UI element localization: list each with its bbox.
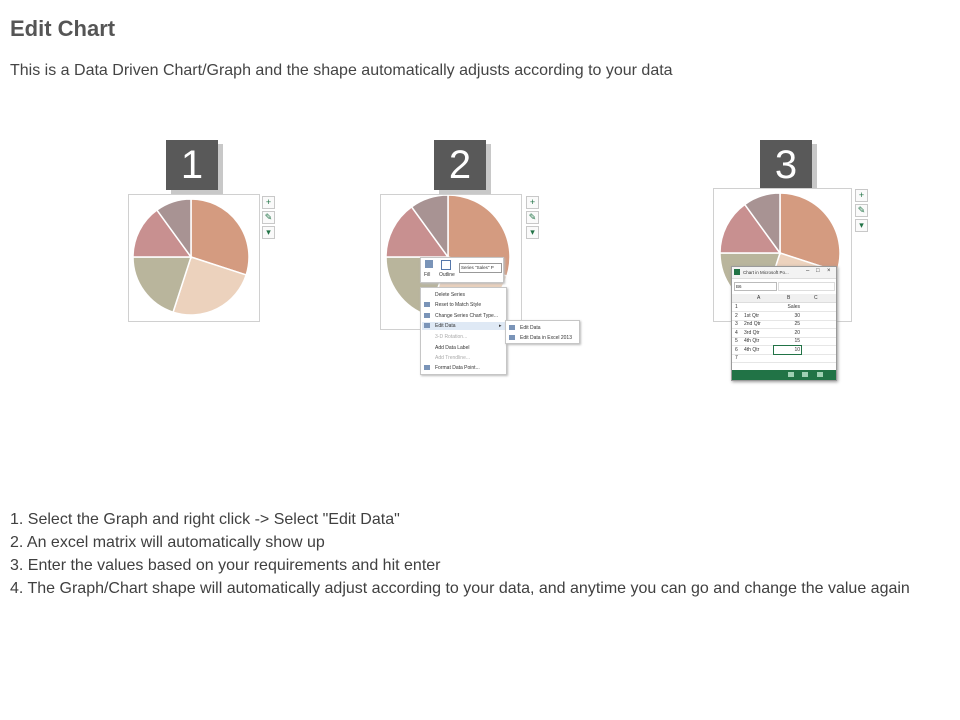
table-row: [732, 354, 836, 363]
excel-icon: [734, 269, 740, 275]
page-subtitle: This is a Data Driven Chart/Graph and the shape automatically adjusts according to your data: [10, 62, 673, 79]
outline-label[interactable]: Outline: [439, 272, 455, 278]
submenu-arrow-icon: ▸: [499, 323, 502, 329]
cell-b[interactable]: 10: [794, 346, 800, 353]
page-layout-icon[interactable]: [802, 372, 808, 377]
context-menu: [420, 287, 507, 375]
excel-icon: [509, 335, 515, 340]
outline-icon[interactable]: [441, 260, 451, 270]
excel-title: Chart in Microsoft Po...: [743, 270, 789, 275]
minimize-icon[interactable]: –: [806, 268, 810, 274]
cell-a[interactable]: 3rd Qtr: [744, 329, 760, 336]
submenu-item-edit-data[interactable]: Edit Data: [520, 325, 541, 331]
menu-item-delete-series[interactable]: Delete Series: [435, 292, 466, 298]
menu-item-format-data-point[interactable]: Format Data Point...: [435, 365, 480, 371]
menu-item-change-chart-type[interactable]: Change Series Chart Type...: [435, 313, 498, 319]
format-icon: [424, 365, 430, 370]
column-header-row: [732, 294, 836, 303]
normal-view-icon[interactable]: [788, 372, 794, 377]
row-number: 3: [735, 321, 738, 327]
row-number: 6: [735, 346, 738, 353]
fill-label[interactable]: Fill: [424, 272, 431, 278]
menu-item-add-data-label[interactable]: Add Data Label: [435, 345, 470, 351]
cell-b[interactable]: 15: [794, 338, 800, 344]
cell-b[interactable]: 30: [794, 312, 800, 319]
cell-a[interactable]: 4th Qtr: [744, 346, 760, 353]
step-1-badge: 1: [166, 140, 218, 190]
funnel-icon[interactable]: ▾: [526, 226, 539, 239]
menu-item-reset-style[interactable]: Reset to Match Style: [435, 302, 482, 308]
instruction-3: 3. Enter the values based on your requirements and hit enter: [10, 557, 441, 574]
zoom-icon[interactable]: [817, 372, 823, 377]
funnel-icon[interactable]: ▾: [855, 219, 868, 232]
excel-titlebar: [732, 267, 836, 279]
step-2-badge: 2: [434, 140, 486, 190]
series-select[interactable]: Series "Sales" P: [459, 263, 502, 273]
row-number: 4: [735, 329, 738, 336]
submenu-item-edit-in-excel[interactable]: Edit Data in Excel 2013: [520, 335, 572, 341]
brush-icon[interactable]: ✎: [855, 204, 868, 217]
plus-icon[interactable]: +: [262, 196, 275, 209]
plus-icon[interactable]: +: [855, 189, 868, 202]
brush-icon[interactable]: ✎: [262, 211, 275, 224]
column-header-a[interactable]: A: [757, 295, 761, 301]
cell-b[interactable]: 25: [794, 321, 800, 327]
instruction-4: 4. The Graph/Chart shape will automatically adjust according to your data, and anytime you can go and change the value again: [10, 580, 910, 597]
chart-type-icon: [424, 313, 430, 318]
plus-icon[interactable]: +: [526, 196, 539, 209]
excel-status-bar: [732, 370, 836, 380]
page-title: Edit Chart: [10, 16, 116, 41]
row-number: 5: [735, 338, 738, 344]
reset-icon: [424, 302, 430, 307]
name-box[interactable]: B6: [734, 282, 777, 291]
cell-a[interactable]: 2nd Qtr: [744, 321, 761, 327]
format-mini-toolbar: [420, 257, 504, 283]
chart-frame-1[interactable]: [128, 194, 260, 322]
row-number: 1: [735, 304, 738, 310]
column-header-b[interactable]: B: [787, 295, 791, 301]
maximize-icon[interactable]: □: [816, 268, 820, 274]
cell-a[interactable]: 4th Qtr: [744, 338, 760, 344]
cell-b[interactable]: Sales: [787, 304, 800, 310]
instruction-2: 2. An excel matrix will automatically show up: [10, 534, 325, 551]
column-header-c[interactable]: C: [814, 295, 818, 301]
step-3-badge: 3: [760, 140, 812, 190]
edit-data-submenu: [505, 320, 580, 344]
cell-a[interactable]: 1st Qtr: [744, 312, 760, 319]
instruction-1: 1. Select the Graph and right click -> Select "Edit Data": [10, 511, 400, 528]
pie-chart-1[interactable]: [129, 195, 259, 321]
funnel-icon[interactable]: ▾: [262, 226, 275, 239]
menu-item-3d-rotation[interactable]: 3-D Rotation...: [435, 334, 468, 340]
edit-data-icon: [509, 325, 515, 330]
brush-icon[interactable]: ✎: [526, 211, 539, 224]
fill-icon[interactable]: [425, 260, 433, 268]
edit-data-icon: [424, 323, 430, 328]
formula-bar[interactable]: [778, 282, 835, 291]
close-icon[interactable]: ×: [827, 268, 831, 274]
excel-window: [731, 266, 837, 381]
cell-b[interactable]: 20: [794, 329, 800, 336]
menu-item-add-trendline[interactable]: Add Trendline...: [435, 355, 471, 361]
row-number: 2: [735, 312, 738, 319]
instructions: [10, 508, 940, 600]
row-number: 7: [735, 355, 738, 361]
menu-item-edit-data[interactable]: Edit Data: [435, 323, 456, 329]
selected-cell[interactable]: [773, 345, 802, 355]
